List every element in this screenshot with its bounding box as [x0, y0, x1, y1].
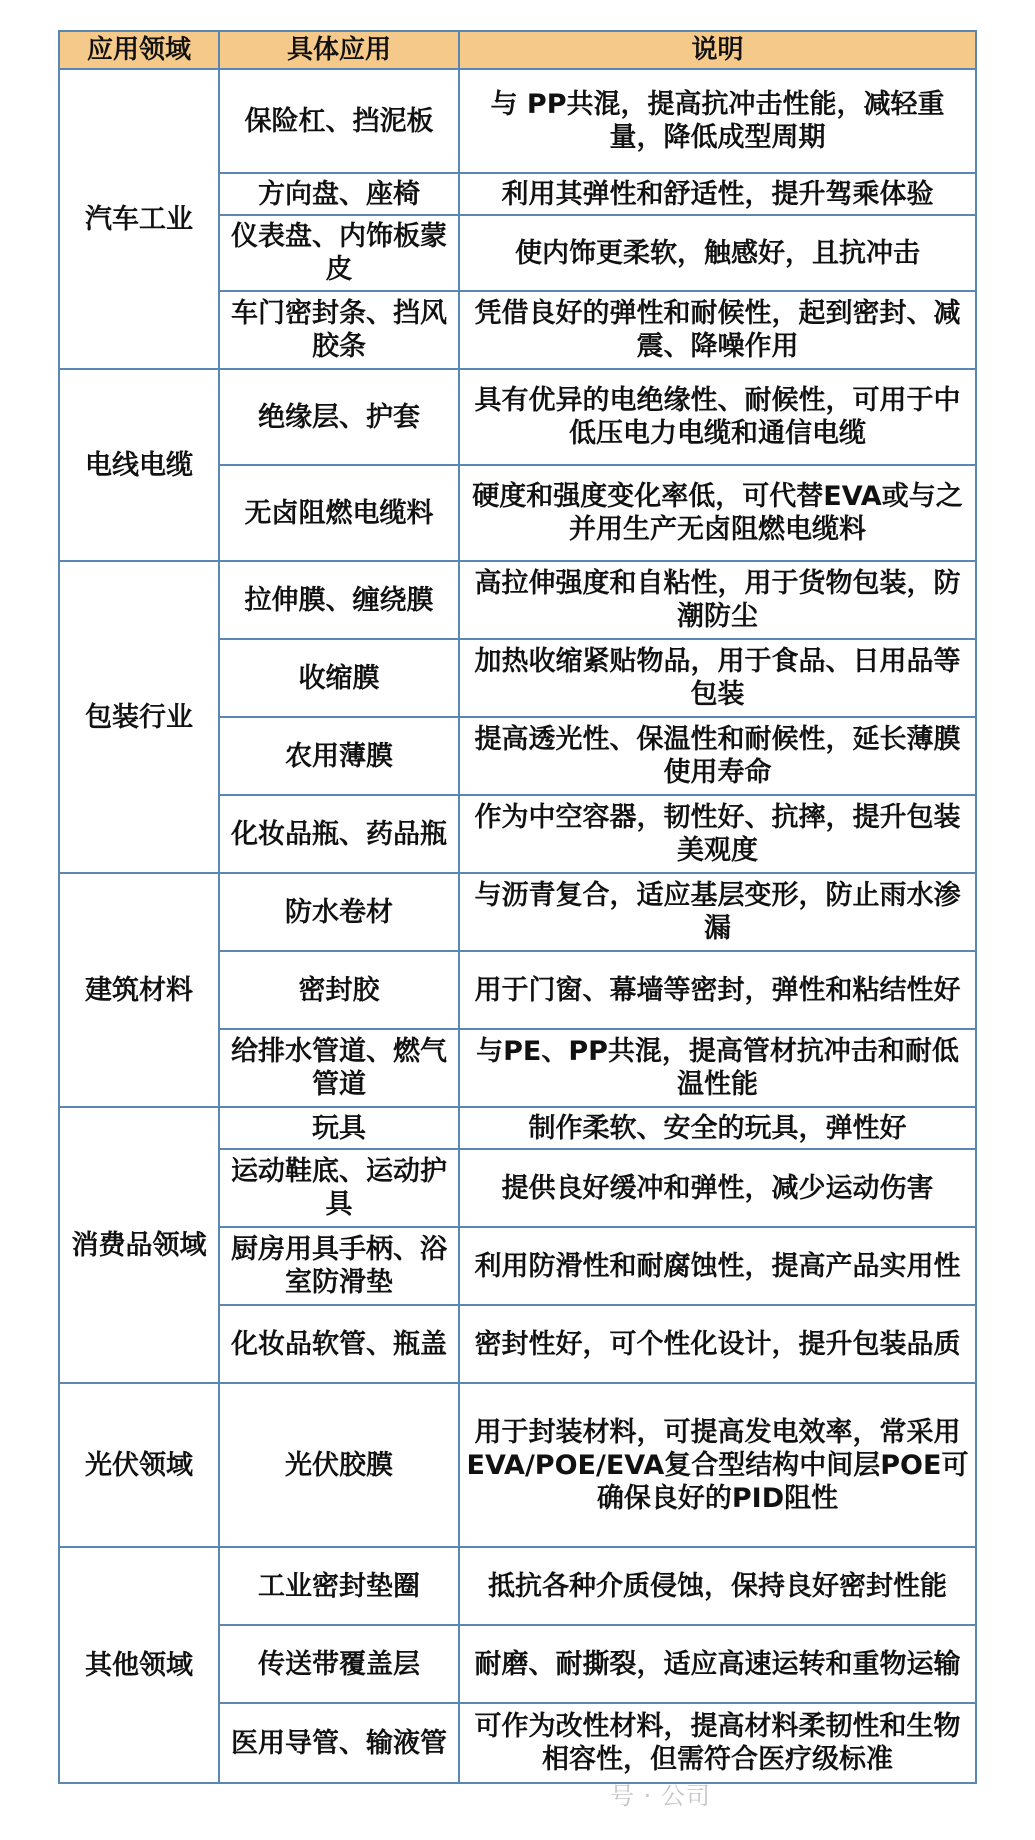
description-cell: 耐磨、耐撕裂，适应高速运转和重物运输: [459, 1625, 976, 1703]
description-cell: 提高透光性、保温性和耐候性，延长薄膜使用寿命: [459, 717, 976, 795]
application-cell: 光伏胶膜: [219, 1383, 459, 1547]
watermark: 号 · 公司: [610, 1782, 711, 1810]
application-cell: 农用薄膜: [219, 717, 459, 795]
description-cell: 与 PP共混，提高抗冲击性能，减轻重量，降低成型周期: [459, 69, 976, 173]
description-cell: 具有优异的电绝缘性、耐候性，可用于中低压电力电缆和通信电缆: [459, 369, 976, 465]
application-cell: 保险杠、挡泥板: [219, 69, 459, 173]
application-cell: 绝缘层、护套: [219, 369, 459, 465]
description-cell: 制作柔软、安全的玩具，弹性好: [459, 1107, 976, 1149]
application-cell: 化妆品软管、瓶盖: [219, 1305, 459, 1383]
description-cell: 与PE、PP共混，提高管材抗冲击和耐低温性能: [459, 1029, 976, 1107]
header-category: 应用领域: [59, 31, 219, 69]
application-cell: 传送带覆盖层: [219, 1625, 459, 1703]
table-row: [59, 69, 976, 173]
description-cell: 作为中空容器，韧性好、抗摔，提升包装美观度: [459, 795, 976, 873]
description-cell: 利用防滑性和耐腐蚀性，提高产品实用性: [459, 1227, 976, 1305]
description-cell: 凭借良好的弹性和耐候性，起到密封、减震、降噪作用: [459, 291, 976, 369]
description-cell: 与沥青复合，适应基层变形，防止雨水渗漏: [459, 873, 976, 951]
application-cell: 密封胶: [219, 951, 459, 1029]
description-cell: 提供良好缓冲和弹性，减少运动伤害: [459, 1149, 976, 1227]
header-row: [59, 31, 976, 69]
category-cell: 消费品领域: [59, 1107, 219, 1383]
description-cell: 硬度和强度变化率低，可代替EVA或与之并用生产无卤阻燃电缆料: [459, 465, 976, 561]
application-cell: 无卤阻燃电缆料: [219, 465, 459, 561]
category-cell: 光伏领域: [59, 1383, 219, 1547]
application-cell: 化妆品瓶、药品瓶: [219, 795, 459, 873]
description-cell: 抵抗各种介质侵蚀，保持良好密封性能: [459, 1547, 976, 1625]
application-cell: 方向盘、座椅: [219, 173, 459, 215]
application-cell: 医用导管、输液管: [219, 1703, 459, 1783]
application-cell: 玩具: [219, 1107, 459, 1149]
table-row: [59, 873, 976, 951]
description-cell: 用于门窗、幕墙等密封，弹性和粘结性好: [459, 951, 976, 1029]
table-row: [59, 561, 976, 639]
header-description: 说明: [459, 31, 976, 69]
application-table-container: [58, 30, 975, 1784]
application-table: [58, 30, 977, 1784]
description-cell: 密封性好，可个性化设计，提升包装品质: [459, 1305, 976, 1383]
description-cell: 加热收缩紧贴物品，用于食品、日用品等包装: [459, 639, 976, 717]
category-cell: 建筑材料: [59, 873, 219, 1107]
application-cell: 运动鞋底、运动护具: [219, 1149, 459, 1227]
application-cell: 厨房用具手柄、浴室防滑垫: [219, 1227, 459, 1305]
table-row: [59, 1107, 976, 1149]
table-row: [59, 1547, 976, 1625]
description-cell: 使内饰更柔软，触感好，且抗冲击: [459, 215, 976, 291]
application-cell: 给排水管道、燃气管道: [219, 1029, 459, 1107]
description-cell: 高拉伸强度和自粘性，用于货物包装，防潮防尘: [459, 561, 976, 639]
category-cell: 包装行业: [59, 561, 219, 873]
application-cell: 收缩膜: [219, 639, 459, 717]
description-cell: 利用其弹性和舒适性，提升驾乘体验: [459, 173, 976, 215]
header-application: 具体应用: [219, 31, 459, 69]
description-cell: 可作为改性材料，提高材料柔韧性和生物相容性，但需符合医疗级标准: [459, 1703, 976, 1783]
table-row: [59, 369, 976, 465]
category-cell: 汽车工业: [59, 69, 219, 369]
application-cell: 车门密封条、挡风胶条: [219, 291, 459, 369]
application-cell: 工业密封垫圈: [219, 1547, 459, 1625]
description-cell: 用于封装材料，可提高发电效率，常采用EVA/POE/EVA复合型结构中间层POE可确保良好的PID阻性: [459, 1383, 976, 1547]
category-cell: 其他领域: [59, 1547, 219, 1783]
application-cell: 拉伸膜、缠绕膜: [219, 561, 459, 639]
category-cell: 电线电缆: [59, 369, 219, 561]
application-cell: 仪表盘、内饰板蒙皮: [219, 215, 459, 291]
application-cell: 防水卷材: [219, 873, 459, 951]
table-row: [59, 1383, 976, 1547]
